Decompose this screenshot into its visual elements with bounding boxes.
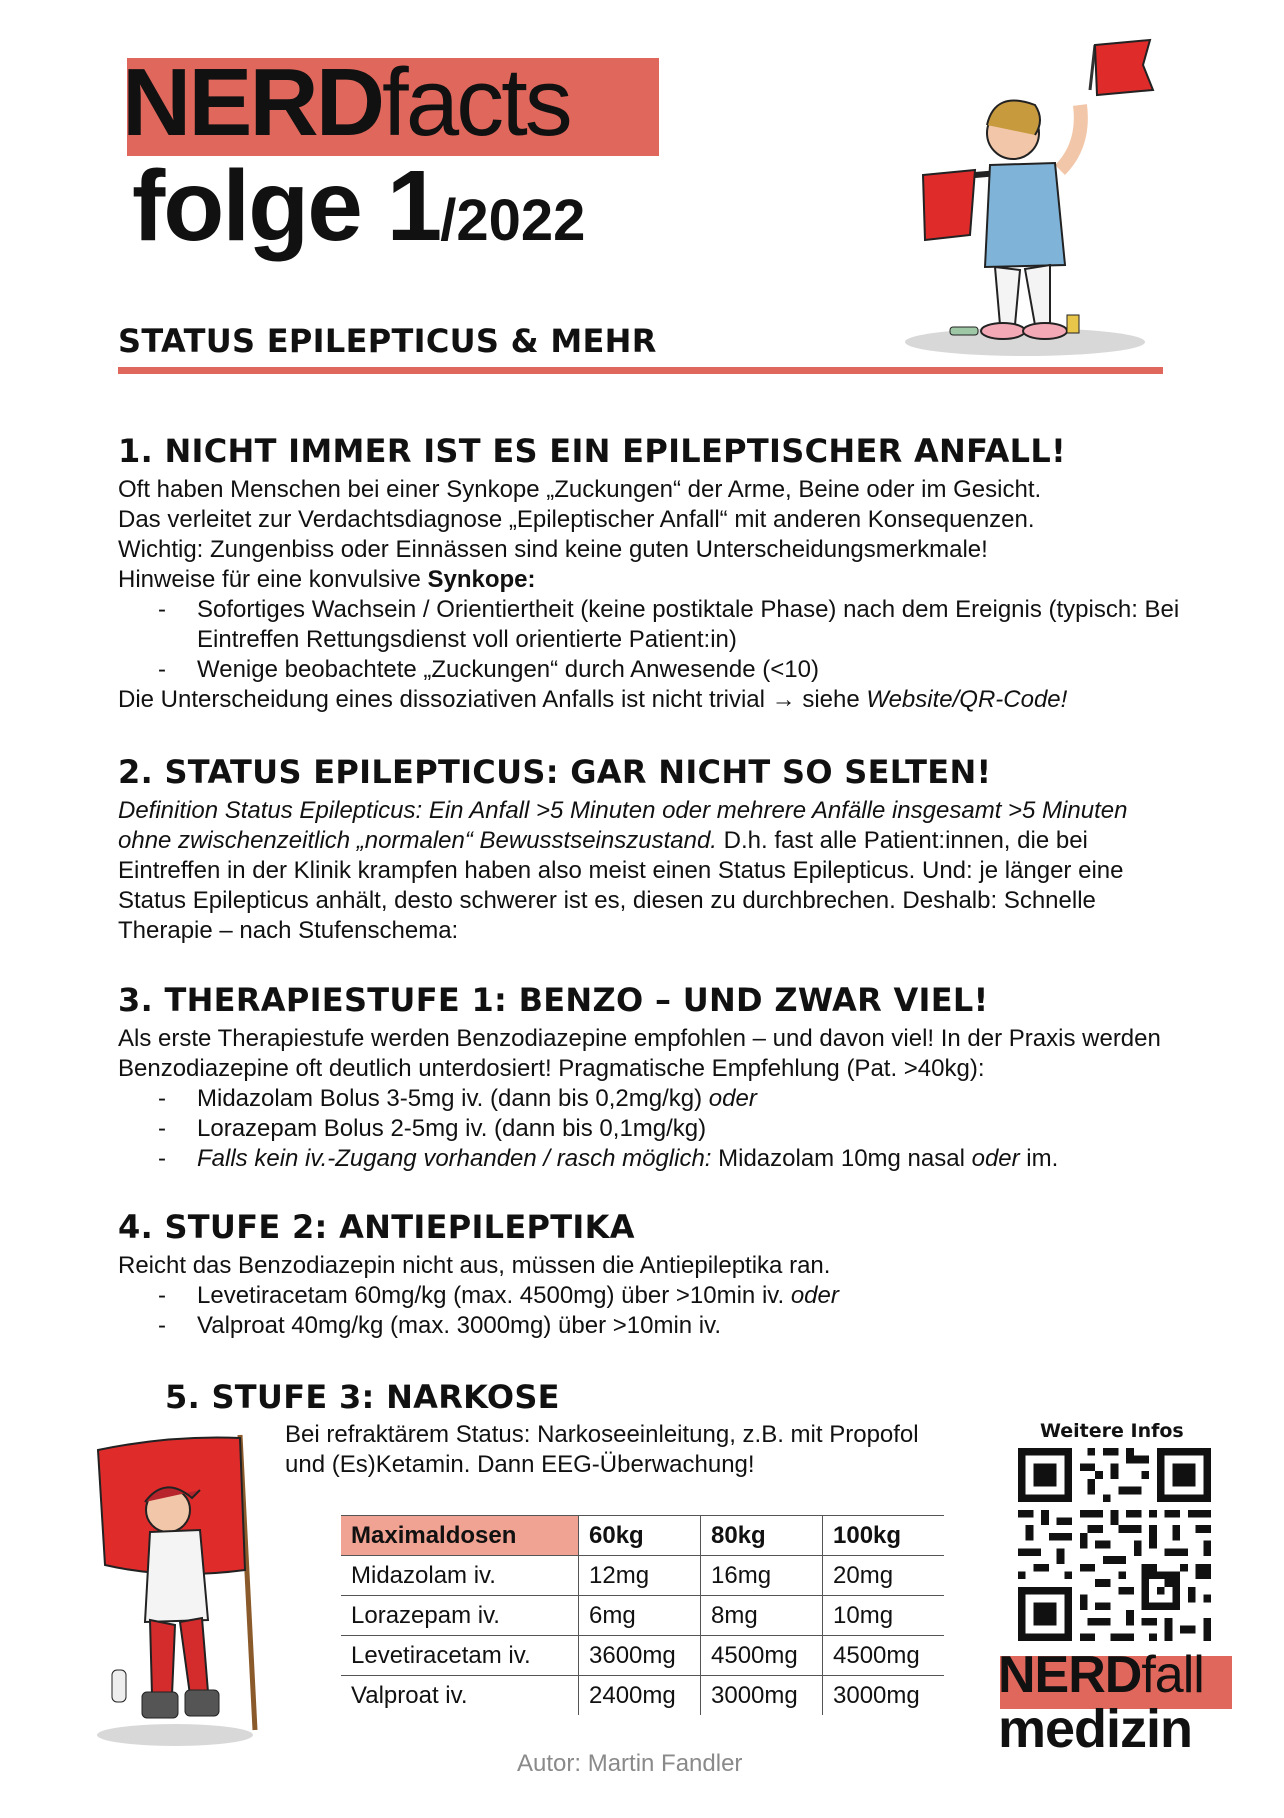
table-cell: 12mg xyxy=(579,1556,701,1596)
table-cell: 4500mg xyxy=(701,1636,823,1676)
author-credit: Autor: Martin Fandler xyxy=(517,1750,743,1777)
table-cell: 20mg xyxy=(823,1556,945,1596)
list-item: - Levetiracetam 60mg/kg (max. 4500mg) über >10min iv. oder xyxy=(118,1281,1178,1311)
list-item: - Lorazepam Bolus 2-5mg iv. (dann bis 0,1mg/kg) xyxy=(118,1114,1178,1144)
page-title: NERDfacts xyxy=(122,49,570,156)
more-info-label: Weitere Infos xyxy=(1040,1420,1184,1442)
list-item: - Midazolam Bolus 3-5mg iv. (dann bis 0,2mg/kg) oder xyxy=(118,1084,1178,1114)
table-cell: 6mg xyxy=(579,1596,701,1636)
section-5-title: 5. STUFE 3: NARKOSE xyxy=(165,1378,560,1416)
section-3-title: 3. THERAPIESTUFE 1: BENZO – UND ZWAR VIEL! xyxy=(118,981,989,1019)
section-2-title: 2. STATUS EPILEPTICUS: GAR NICHT SO SELTEN! xyxy=(118,753,992,791)
list-item: - Falls kein iv.-Zugang vorhanden / rasch möglich: Midazolam 10mg nasal oder im. xyxy=(118,1144,1178,1174)
section-2-body: Definition Status Epilepticus: Ein Anfall >5 Minuten oder mehrere Anfälle insgesamt >5 Minuten ohne zwischenzeitlich „normalen“ Bewusstseinszustand. D.h. fast alle Patient:innen, die bei Eintreffen in der Klinik krampfen haben also meist einen Status Epilepticus. Und: je länger eine Status Epilepticus anhält, desto schwerer ist es, diesen zu durchbrechen. Deshalb: Schnelle Therapie – nach Stufenschema: xyxy=(118,797,1128,944)
table-cell: Lorazepam iv. xyxy=(341,1596,579,1636)
table-header-row xyxy=(341,1516,944,1556)
table-cell: Midazolam iv. xyxy=(341,1556,579,1596)
topic-heading: STATUS EPILEPTICUS & MEHR xyxy=(118,322,657,360)
brand-subtitle: medizin xyxy=(998,1699,1193,1759)
table-row xyxy=(341,1556,944,1596)
list-item: - Wenige beobachtete „Zuckungen“ durch Anwesende (<10) xyxy=(118,655,1178,685)
table-cell: 3600mg xyxy=(579,1636,701,1676)
section-1-body: Oft haben Menschen bei einer Synkope „Zuckungen“ der Arme, Beine oder im Gesicht. Das verleitet zur Verdachtsdiagnose „Epileptischer Anfall“ mit anderen Konsequenzen. Wichtig: Zungenbiss oder Einnässen sind keine guten Unterscheidungsmerkmale! Hinweise für eine konvulsive Synkope: - Sofortiges Wachsein / Orientiertheit (keine postiktale Phase) nach dem Ereignis (typisch: Bei Eintreffen Rettungsdienst voll orientierte Patient:in) - Wenige beobachtete „Zuckungen“ durch Anwesende (<10) Die Unterscheidung eines dissoziativen Anfalls ist nicht trivial → siehe Website/QR-Code! xyxy=(118,475,1178,715)
table-header-cell: 80kg xyxy=(701,1516,823,1556)
section-5-body: Bei refraktärem Status: Narkoseeinleitung, z.B. mit Propofol und (Es)Ketamin. Dann EEG-Überwachung! xyxy=(285,1421,919,1478)
table-cell: 4500mg xyxy=(823,1636,945,1676)
list-item: - Valproat 40mg/kg (max. 3000mg) über >10min iv. xyxy=(118,1311,1178,1341)
list-item: - Sofortiges Wachsein / Orientiertheit (keine postiktale Phase) nach dem Ereignis (typisch: Bei Eintreffen Rettungsdienst voll orientierte Patient:in) xyxy=(118,595,1197,655)
paramedic-flag-illustration xyxy=(90,1430,275,1750)
table-cell: 2400mg xyxy=(579,1676,701,1716)
qr-code[interactable] xyxy=(1018,1448,1211,1641)
episode-label: folge 1/2022 xyxy=(132,150,586,262)
table-header-cell: 100kg xyxy=(823,1516,945,1556)
table-cell: Valproat iv. xyxy=(351,1681,468,1709)
table-header-cell: Maximaldosen xyxy=(341,1516,579,1556)
section-4-body: Reicht das Benzodiazepin nicht aus, müssen die Antiepileptika ran. - Levetiracetam 60mg/kg (max. 4500mg) über >10min iv. oder - Valproat 40mg/kg (max. 3000mg) über >10min iv. xyxy=(118,1251,1178,1341)
table-cell: 3000mg xyxy=(701,1676,823,1716)
dose-table xyxy=(341,1515,944,1715)
divider xyxy=(118,367,1163,374)
nurse-flag-illustration xyxy=(895,35,1170,365)
table-cell: 8mg xyxy=(701,1596,823,1636)
table-cell: 3000mg xyxy=(823,1676,945,1716)
table-row xyxy=(341,1596,944,1636)
section-3-body: Als erste Therapiestufe werden Benzodiazepine empfohlen – und davon viel! In der Praxis werden Benzodiazepine oft deutlich unterdosiert! Pragmatische Empfehlung (Pat. >40kg): - Midazolam Bolus 3-5mg iv. (dann bis 0,2mg/kg) oder - Lorazepam Bolus 2-5mg iv. (dann bis 0,1mg/kg) - Falls kein iv.-Zugang vorhanden / rasch möglich: Midazolam 10mg nasal oder im. xyxy=(118,1024,1178,1174)
table-row xyxy=(341,1636,944,1676)
table-header-cell: 60kg xyxy=(579,1516,701,1556)
table-cell: 10mg xyxy=(823,1596,945,1636)
section-4-title: 4. STUFE 2: ANTIEPILEPTIKA xyxy=(118,1208,635,1246)
table-row xyxy=(341,1676,944,1716)
table-cell: Levetiracetam iv. xyxy=(341,1636,579,1676)
section-1-title: 1. NICHT IMMER IST ES EIN EPILEPTISCHER ANFALL! xyxy=(118,432,1066,470)
table-cell: 16mg xyxy=(701,1556,823,1596)
brand-logo: NERDfall xyxy=(998,1646,1204,1704)
